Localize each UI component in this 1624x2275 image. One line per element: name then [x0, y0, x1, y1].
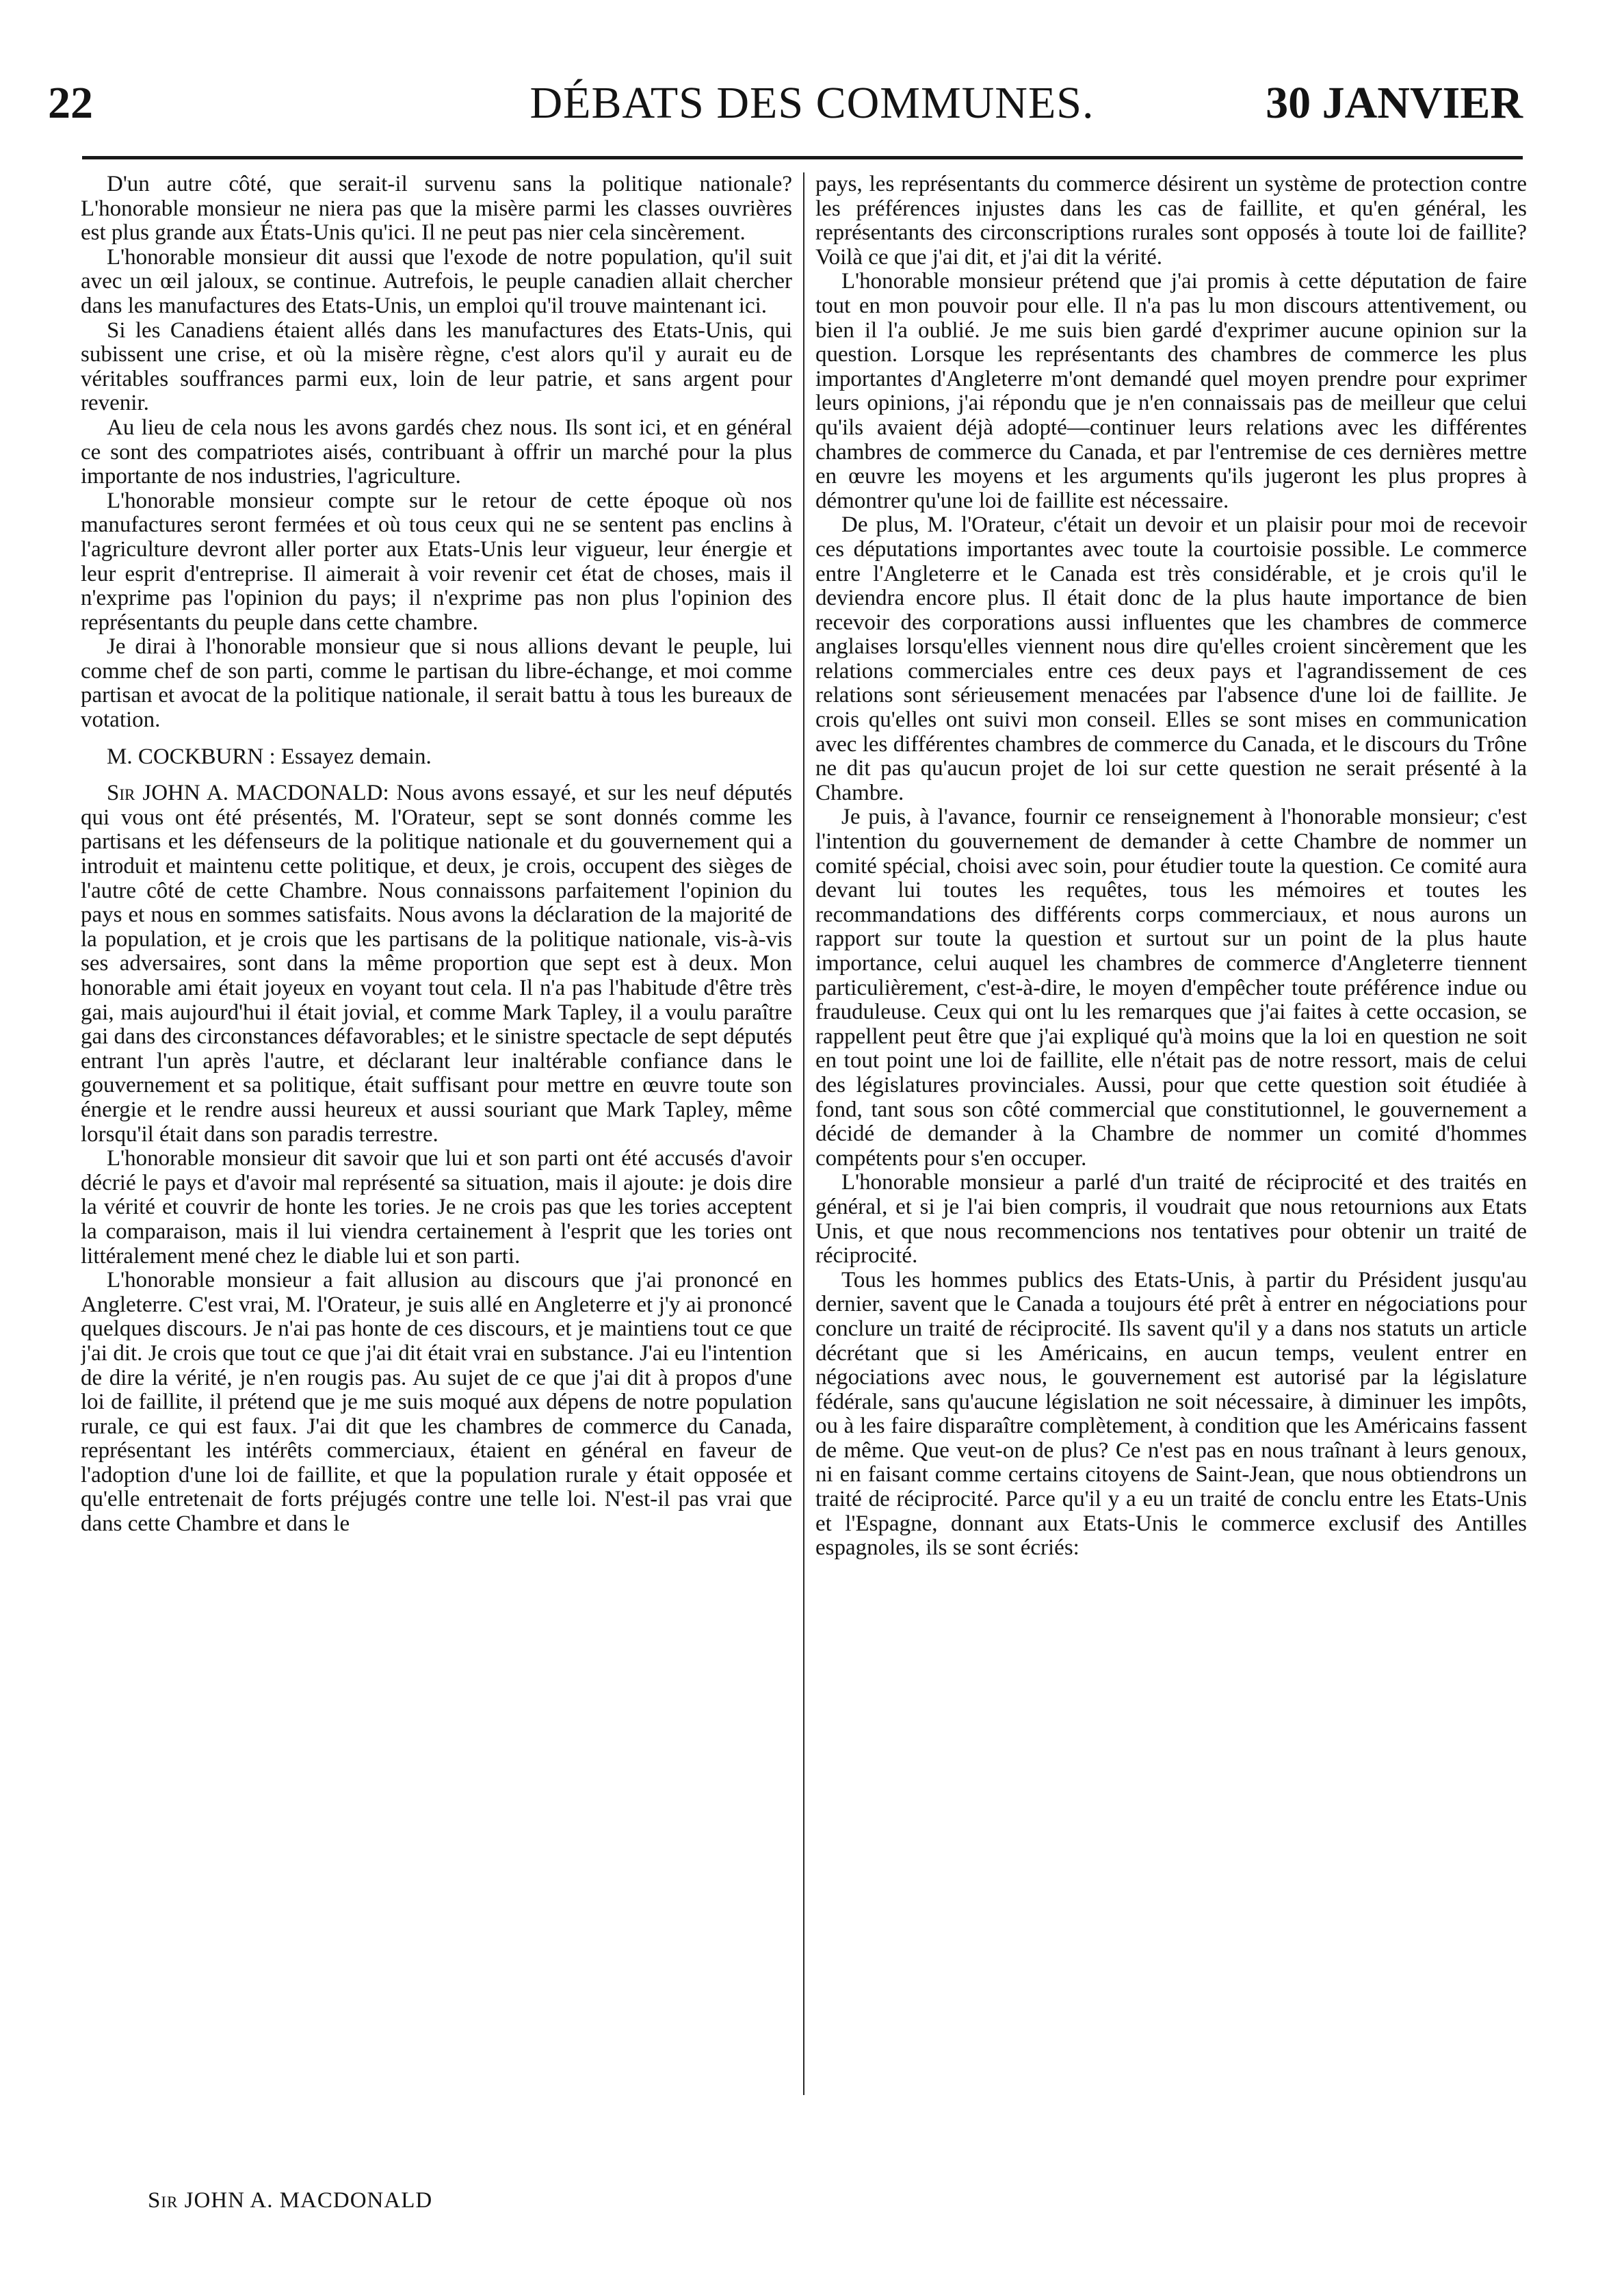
paragraph: Je dirai à l'honorable monsieur que si nous allions devant le peuple, lui comme chef de son parti, comme le partisan du libre-échange, et moi comme partisan et avocat de la politique nationale, il serait battu à tous les bureaux de votation.: [81, 634, 792, 733]
macdonald-intervention: [81, 781, 792, 1147]
paragraph: L'honorable monsieur dit savoir que lui et son parti ont été accusés d'avoir décrié le pays et d'avoir mal représenté sa situation, mais il ajoute: je dois dire la vérité et couvrir de honte les tories. Je ne crois pas que les tories acceptent la comparaison, mais il lui viendra certainement à l'esprit que les tories ont littéralement mené chez le diable lui et son parti.: [81, 1146, 792, 1269]
page-date: 30 JANVIER: [1266, 78, 1523, 128]
page-number: 22: [48, 78, 93, 128]
right-column: [815, 172, 1527, 2191]
speaker-cockburn: M. COCKBURN :: [107, 744, 276, 769]
macdonald-text: Nous avons essayé, et sur les neuf députés qui vous ont été présentés, M. l'Orateur, sept se sont donnés comme les partisans et les défenseurs de la politique nationale et du gouvernement qui a introduit et maintenu cette politique, et deux, je crois, occupent des sièges de l'autre côté de cette Chambre. Nous connaissons parfaitement l'opinion du pays et nous en sommes satisfaits. Nous avons la déclaration de la majorité de la population, et je crois que les partisans de la politique nationale, vis-à-vis ses adversaires, sont dans la même proportion que sept est à deux. Mon honorable ami était joyeux en voyant tout cela. Il n'a pas l'habitude d'être très gai, mais aujourd'hui il était jovial, et comme Mark Tapley, il a voulu paraître gai dans des circonstances défavorables; et le sinistre spectacle de sept députés entrant l'un après l'autre, et déclarant leur inaltérable confiance dans le gouvernement et sa politique, était suffisant pour mettre en œuvre toute son énergie et le rendre aussi heureux et aussi souriant que Mark Tapley, même lorsqu'il était dans son paradis terrestre.: [81, 781, 792, 1147]
paragraph: De plus, M. l'Orateur, c'était un devoir et un plaisir pour moi de recevoir ces députations importantes avec toute la courtoisie possible. Le commerce entre l'Angleterre et le Canada est très considérable, et je crois qu'il le deviendra encore plus. Il était donc de la plus haute importance de bien recevoir des corporations aussi influentes que les chambres de commerce anglaises lorsqu'elles viennent nous dire qu'elles croient sincèrement que les relations commerciales entre ces deux pays et l'agrandissement de ces relations sont sérieusement menacées par l'absence d'une loi de faillite. Je crois qu'elles ont suivi mon conseil. Elles se sont mises en communication avec les différentes chambres de commerce du Canada, et le discours du Trône ne dit pas qu'aucun projet de loi sur cette question ne serait présenté à la Chambre.: [815, 512, 1527, 805]
paragraph: L'honorable monsieur prétend que j'ai promis à cette députation de faire tout en mon pouvoir pour elle. Il n'a pas lu mon discours attentivement, ou bien il l'a oublié. Je me suis bien gardé d'exprimer aucune opinion sur la question. Lorsque les représentants des chambres de commerce les plus importantes d'Angleterre m'ont demandé quel moyen prendre pour exprimer leurs opinions, j'ai répondu que je n'en connaissais pas de meilleur que celui qu'ils avaient déjà adopté—continuer leurs relations avec les différentes chambres de commerce du Canada, et par l'entremise de ces dernières mettre en œuvre les moyens et les arguments qu'ils jugeront les plus propres à démontrer qu'une loi de faillite est nécessaire.: [815, 269, 1527, 513]
paragraph: L'honorable monsieur a fait allusion au discours que j'ai prononcé en Angleterre. C'est vrai, M. l'Orateur, je suis allé en Angleterre et j'y ai prononcé quelques discours. Je n'ai pas honte de ces discours, et je maintiens tout ce que j'ai dit. Je crois que tout ce que j'ai dit était vrai en substance. J'ai eu l'intention de dire la vérité, je n'en rougis pas. Au sujet de ce que j'ai dit à propos d'une loi de faillite, il prétend que je me suis moqué aux dépens de notre population rurale, ce qui est faux. J'ai dit que les chambres de commerce du Canada, représentant les intérêts commerciaux, étaient en général en faveur de l'adoption d'une loi de faillite, et que la population rurale y était opposée et qu'elle entretenait de forts préjugés contre une telle loi. N'est-il pas vrai que dans cette Chambre et dans le: [81, 1268, 792, 1537]
left-column: [81, 172, 792, 2191]
footer-speaker-name: Sir JOHN A. MACDONALD: [148, 2188, 433, 2213]
paragraph: Si les Canadiens étaient allés dans les manufactures des Etats-Unis, qui subissent une crise, et où la misère règne, c'est alors qu'il y aurait eu de véritables souffrances parmi eux, loin de leur patrie, et sans argent pour revenir.: [81, 317, 792, 416]
paragraph: L'honorable monsieur compte sur le retour de cette époque où nos manufactures seront fermées et où tous ceux qui ne se sentent pas enclins à l'agriculture devront aller porter aux Etats-Unis leur vigueur, leur énergie et leur esprit d'entreprise. Il aimerait à voir revenir cet état de choses, mais il n'exprime pas l'opinion du pays; il n'exprime pas non plus l'opinion des représentants du peuple dans cette chambre.: [81, 488, 792, 635]
cockburn-intervention: [81, 745, 792, 770]
paragraph: Au lieu de cela nous les avons gardés chez nous. Ils sont ici, et en général ce sont des compatriotes aisés, contribuant à offrir un marché pour la plus importante de nos industries, l'agriculture.: [81, 415, 792, 489]
paragraph: L'honorable monsieur dit aussi que l'exode de notre population, qu'il suit avec un œil jaloux, se continue. Autrefois, le peuple canadien allait chercher dans les manufactures des Etats-Unis, un emploi qu'il trouve maintenant ici.: [81, 244, 792, 318]
cockburn-text: Essayez demain.: [280, 744, 432, 769]
speaker-macdonald: Sir JOHN A. MACDONALD:: [107, 781, 389, 806]
paragraph: L'honorable monsieur a parlé d'un traité de réciprocité et des traités en général, et si je l'ai bien compris, il voudrait que nous retournions aux Etats Unis, et que nous recommencions nos tentatives pour obtenir un traité de réciprocité.: [815, 1170, 1527, 1269]
paragraph: D'un autre côté, que serait-il survenu sans la politique nationale? L'honorable monsieur ne niera pas que la misère parmi les classes ouvrières est plus grande aux États-Unis qu'ici. Il ne peut pas nier cela sincèrement.: [81, 172, 792, 246]
header-rule: [82, 156, 1523, 159]
column-divider: [803, 172, 804, 2095]
paragraph: Tous les hommes publics des Etats-Unis, à partir du Président jusqu'au dernier, savent que le Canada a toujours été prêt à entrer en négociations pour conclure un traité de réciprocité. Ils savent qu'il y a dans nos statuts un article décrétant que si les Américains, en aucun temps, veulent entrer en négociations avec nous, le gouvernement est autorisé par la législature fédérale, sans qu'aucune législation ne soit nécessaire, à diminuer les impôts, ou à les faire disparaître complètement, à condition que les Américains fassent de même. Que veut-on de plus? Ce n'est pas en nous traînant à leurs genoux, ni en faisant comme certains citoyens de Saint-Jean, que nous obtiendrons un traité de réciprocité. Parce qu'il y a eu un traité de conclu entre les Etats-Unis et l'Espagne, donnant aux Etats-Unis le commerce exclusif des Antilles espagnoles, ils se sont écriés:: [815, 1267, 1527, 1561]
paragraph: Je puis, à l'avance, fournir ce renseignement à l'honorable monsieur; c'est l'intention du gouvernement de demander à cette Chambre de nommer un comité spécial, choisi avec soin, pour étudier toute la question. Ce comité aura devant lui toutes les requêtes, tous les mémoires et toutes les recommandations des différents corps commerciaux, et nous aurons un rapport sur toute la question et surtout sur un point de la plus haute importance, celui auquel les chambres de commerce d'Angleterre tiennent particulièrement, c'est-à-dire, le moyen d'empêcher toute préférence indue ou frauduleuse. Ceux qui ont lu les remarques que j'ai faites à cette occasion, se rappellent peut être que j'ai expliqué qu'à moins que la loi en question ne soit en tout point une loi de faillite, elle n'était pas de notre ressort, mais de celui des législatures provinciales. Aussi, pour que cette question soit étudiée à fond, tant sous son côté commercial que constitutionnel, le gouvernement a décidé de demander à la Chambre de nommer un comité d'hommes compétents pour s'en occuper.: [815, 805, 1527, 1171]
paragraph: pays, les représentants du commerce désirent un système de protection contre les préférences injustes dans les cas de faillite, et qu'en général, les représentants des circonscriptions rurales sont opposés à toute loi de faillite? Voilà ce que j'ai dit, et j'ai dit la vérité.: [815, 172, 1527, 270]
page-title: DÉBATS DES COMMUNES.: [529, 78, 1095, 128]
